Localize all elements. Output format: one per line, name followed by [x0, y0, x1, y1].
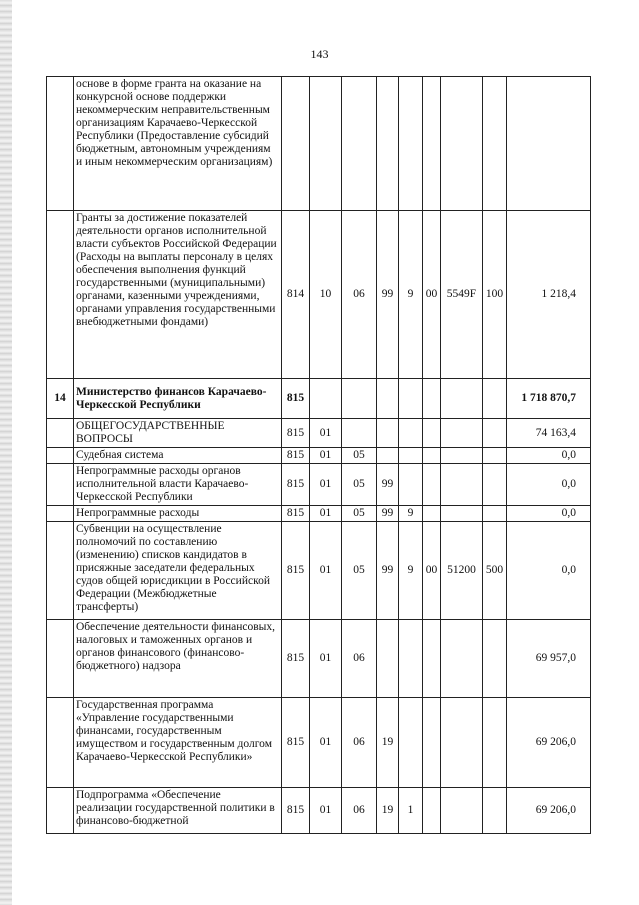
code-meropriyatie: [423, 379, 441, 419]
code-razdel: 01: [310, 698, 342, 788]
code-vid: [483, 77, 507, 211]
code-podprogramma: 1: [399, 788, 423, 834]
code-vid: [483, 379, 507, 419]
code-razdel: 01: [310, 419, 342, 448]
code-podrazdel: [342, 419, 377, 448]
table-row: [47, 77, 591, 211]
code-podrazdel: [342, 77, 377, 211]
code-podrazdel: 06: [342, 211, 377, 379]
code-vid: [483, 788, 507, 834]
code-meropriyatie: [423, 698, 441, 788]
code-programma: 19: [377, 788, 399, 834]
code-podprogramma: 9: [399, 506, 423, 522]
code-napravlenie: 5549F: [441, 211, 483, 379]
table-row: [47, 419, 591, 448]
code-podrazdel: 05: [342, 506, 377, 522]
code-meropriyatie: [423, 788, 441, 834]
budget-table: [46, 76, 591, 834]
table-row: [47, 788, 591, 834]
table-row: [47, 698, 591, 788]
code-vedomstvo: 815: [282, 698, 310, 788]
code-razdel: 10: [310, 211, 342, 379]
code-programma: 19: [377, 698, 399, 788]
code-vid: [483, 506, 507, 522]
row-name: Непрограммные расходы: [74, 506, 282, 522]
amount: 1 718 870,7: [507, 379, 591, 419]
row-number: [47, 788, 74, 834]
code-podprogramma: [399, 698, 423, 788]
row-number: 14: [47, 379, 74, 419]
code-vedomstvo: 815: [282, 419, 310, 448]
row-number: [47, 620, 74, 698]
scan-edge: [0, 0, 12, 905]
code-vid: [483, 698, 507, 788]
code-podprogramma: [399, 419, 423, 448]
row-name: основе в форме гранта на оказание на конкурсной основе поддержки некоммерческим неправительственным организациям Карачаево-Черкесской Республики (Предоставление субсидий бюджетным, автономным учреждениям и иным некоммерческим организациям): [74, 77, 282, 211]
row-name: Судебная система: [74, 448, 282, 464]
table-row: [47, 448, 591, 464]
code-podrazdel: 06: [342, 698, 377, 788]
code-vedomstvo: 815: [282, 522, 310, 620]
code-razdel: [310, 77, 342, 211]
amount: 69 206,0: [507, 788, 591, 834]
code-vid: [483, 620, 507, 698]
code-meropriyatie: 00: [423, 211, 441, 379]
table-row: [47, 506, 591, 522]
row-number: [47, 698, 74, 788]
amount: 0,0: [507, 522, 591, 620]
table-row: [47, 464, 591, 506]
code-podprogramma: 9: [399, 211, 423, 379]
code-napravlenie: [441, 698, 483, 788]
code-napravlenie: [441, 788, 483, 834]
code-vid: [483, 448, 507, 464]
code-meropriyatie: [423, 448, 441, 464]
amount: 0,0: [507, 506, 591, 522]
code-meropriyatie: [423, 620, 441, 698]
code-meropriyatie: [423, 506, 441, 522]
amount: 69 206,0: [507, 698, 591, 788]
code-vedomstvo: 815: [282, 379, 310, 419]
code-podprogramma: [399, 464, 423, 506]
code-vedomstvo: 814: [282, 211, 310, 379]
code-vid: 500: [483, 522, 507, 620]
code-napravlenie: [441, 379, 483, 419]
code-razdel: 01: [310, 506, 342, 522]
code-meropriyatie: 00: [423, 522, 441, 620]
code-podrazdel: 05: [342, 522, 377, 620]
code-napravlenie: [441, 419, 483, 448]
code-programma: [377, 77, 399, 211]
row-name: Государственная программа «Управление государственными финансами, государственным имуществом и государственным долгом Карачаево-Черкесской Республики»: [74, 698, 282, 788]
code-podprogramma: [399, 379, 423, 419]
amount: [507, 77, 591, 211]
code-programma: 99: [377, 464, 399, 506]
code-napravlenie: [441, 506, 483, 522]
code-podprogramma: [399, 620, 423, 698]
row-number: [47, 448, 74, 464]
row-number: [47, 419, 74, 448]
table-row: [47, 522, 591, 620]
code-vedomstvo: 815: [282, 464, 310, 506]
amount: 0,0: [507, 448, 591, 464]
code-napravlenie: [441, 77, 483, 211]
budget-table-body: [47, 77, 591, 834]
code-vid: 100: [483, 211, 507, 379]
code-razdel: 01: [310, 620, 342, 698]
row-number: [47, 522, 74, 620]
code-podrazdel: 05: [342, 448, 377, 464]
code-meropriyatie: [423, 464, 441, 506]
row-number: [47, 211, 74, 379]
amount: 1 218,4: [507, 211, 591, 379]
row-number: [47, 464, 74, 506]
row-name: Непрограммные расходы органов исполнительной власти Карачаево-Черкесской Республики: [74, 464, 282, 506]
code-podprogramma: [399, 77, 423, 211]
code-podrazdel: 05: [342, 464, 377, 506]
amount: 69 957,0: [507, 620, 591, 698]
row-name: Субвенции на осуществление полномочий по составлению (изменению) списков кандидатов в присяжные заседатели федеральных судов общей юрисдикции в Российской Федерации (Межбюджетные трансферты): [74, 522, 282, 620]
code-razdel: 01: [310, 464, 342, 506]
code-vedomstvo: 815: [282, 506, 310, 522]
code-vedomstvo: 815: [282, 788, 310, 834]
table-row: [47, 379, 591, 419]
code-programma: 99: [377, 211, 399, 379]
code-razdel: 01: [310, 522, 342, 620]
row-number: [47, 77, 74, 211]
code-napravlenie: [441, 464, 483, 506]
code-podprogramma: 9: [399, 522, 423, 620]
code-vid: [483, 464, 507, 506]
code-napravlenie: [441, 448, 483, 464]
row-name: Министерство финансов Карачаево-Черкесской Республики: [74, 379, 282, 419]
code-programma: [377, 419, 399, 448]
row-name: Подпрограмма «Обеспечение реализации государственной политики в финансово-бюджетной: [74, 788, 282, 834]
code-programma: [377, 379, 399, 419]
code-vid: [483, 419, 507, 448]
amount: 74 163,4: [507, 419, 591, 448]
row-name: ОБЩЕГОСУДАРСТВЕННЫЕ ВОПРОСЫ: [74, 419, 282, 448]
row-name: Гранты за достижение показателей деятельности органов исполнительной власти субъектов Российской Федерации (Расходы на выплаты персоналу в целях обеспечения выполнения функций государственными (муниципальными) органами, казенными учреждениями, органами управления государственными внебюджетными фондами): [74, 211, 282, 379]
code-vedomstvo: 815: [282, 448, 310, 464]
amount: 0,0: [507, 464, 591, 506]
code-vedomstvo: [282, 77, 310, 211]
code-programma: 99: [377, 506, 399, 522]
code-podprogramma: [399, 448, 423, 464]
code-napravlenie: [441, 620, 483, 698]
code-podrazdel: 06: [342, 620, 377, 698]
page-number: 143: [310, 47, 329, 61]
code-razdel: [310, 379, 342, 419]
code-meropriyatie: [423, 419, 441, 448]
code-napravlenie: 51200: [441, 522, 483, 620]
code-programma: 99: [377, 522, 399, 620]
row-name: Обеспечение деятельности финансовых, налоговых и таможенных органов и органов финансового (финансово-бюджетного) надзора: [74, 620, 282, 698]
table-row: [47, 211, 591, 379]
code-meropriyatie: [423, 77, 441, 211]
row-number: [47, 506, 74, 522]
code-programma: [377, 620, 399, 698]
code-vedomstvo: 815: [282, 620, 310, 698]
code-razdel: 01: [310, 448, 342, 464]
code-podrazdel: [342, 379, 377, 419]
code-podrazdel: 06: [342, 788, 377, 834]
code-programma: [377, 448, 399, 464]
table-row: [47, 620, 591, 698]
code-razdel: 01: [310, 788, 342, 834]
